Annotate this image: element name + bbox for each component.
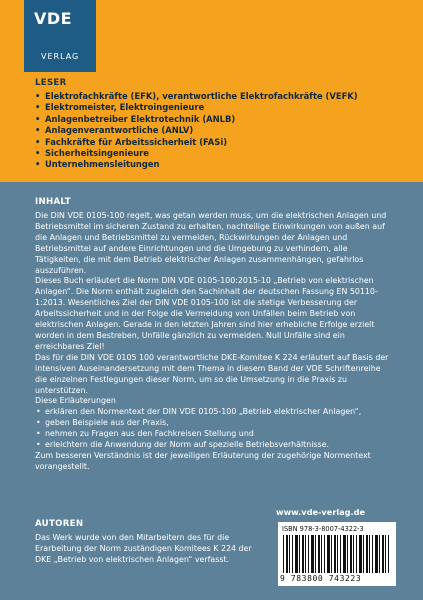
leser-list bbox=[35, 91, 358, 171]
barcode-bars bbox=[283, 535, 391, 573]
readers-section bbox=[0, 0, 423, 182]
leser-heading: LESER bbox=[35, 78, 67, 88]
barcode-box bbox=[278, 522, 396, 586]
inhalt-paragraph: Das für die DIN VDE 0105 100 verantwortliche DKE-Komitee K 224 erläutert auf Basis der intensiven Auseinandersetzung mit dem Thema in diesem Band der VDE Schriftenreihe die einzelnen Festlegungen dieser Norm, um so die Umsetzung in die Praxis zu unterstützen. bbox=[35, 352, 389, 395]
leser-item: • Fachkräfte für Arbeitssicherheit (FASi) bbox=[35, 137, 358, 148]
inhalt-bullet: • erleichtern die Anwendung der Norm auf spezielle Betriebsverhältnisse. bbox=[35, 440, 395, 451]
inhalt-bullet: • nehmen zu Fragen aus den Fachkreisen Stellung und bbox=[35, 429, 395, 440]
autoren-heading: AUTOREN bbox=[35, 519, 84, 529]
autoren-text: Das Werk wurde von den Mitarbeitern des für die Erarbeitung der Norm zuständigen Komitees K 224 der DKE „Betrieb von elektrischen Anlagen“ verfasst. bbox=[35, 533, 252, 564]
leser-item: • Elektrofachkräfte (EFK), verantwortliche Elektrofachkräfte (VEFK) bbox=[35, 91, 358, 102]
inhalt-bullet: • geben Beispiele aus der Praxis, bbox=[35, 418, 395, 429]
isbn-text: ISBN 978-3-8007-4322-3 bbox=[282, 525, 364, 533]
inhalt-bullet: • erklären den Normentext der DIN VDE 0105-100 „Betrieb elektrischer Anlagen“, bbox=[35, 407, 395, 418]
publisher-url[interactable]: www.vde-verlag.de bbox=[276, 507, 366, 517]
inhalt-heading: INHALT bbox=[35, 197, 71, 207]
leser-item: • Unternehmensleitungen bbox=[35, 159, 358, 170]
inhalt-paragraph: Die DIN VDE 0105-100 regelt, was getan werden muss, um die elektrischen Anlagen und Betriebsmittel im sicheren Zustand zu erhalten, nachteilige Einwirkungen von außen auf die Anlagen und Betriebsmittel zu vermeiden, Rückwirkungen der Anlagen und Betriebsmittel auf andere Einrichtungen und die Umgebung zu verhindern, alle Tätigkeiten, die mit dem Betrieb elektrischer Anlagen zusammenhängen, gefahrlos auszuführen. bbox=[35, 211, 387, 275]
leser-item: • Anlagenbetreiber Elektrotechnik (ANLB) bbox=[35, 114, 358, 125]
inhalt-bullets bbox=[35, 407, 395, 451]
inhalt-paragraph: Dieses Buch erläutert die Norm DIN VDE 0105-100:2015-10 „Betrieb von elektrischen Anlagen“. Die Norm enthält zugleich den Sachinhalt der deutschen Fassung EN 50110-1:2013. Wesentliches Ziel der DIN VDE 0105-100 ist die stetige Verbesserung der Arbeitssicherheit und in der Folge die Vermeidung von Unfällen beim Betrieb von elektrischen Anlagen. Gerade in den letzten Jahren sind hier erhebliche Erfolge erzielt worden in dem Bestreben, Unfälle gänzlich zu vermeiden. Null Unfälle sind ein erreichbares Ziel! bbox=[35, 276, 378, 351]
barcode-digits: 9 783800 743223 bbox=[280, 574, 362, 583]
leser-item: • Anlagenverantwortliche (ANLV) bbox=[35, 125, 358, 136]
leser-item: • Sicherheitsingenieure bbox=[35, 148, 358, 159]
inhalt-paragraph: Zum besseren Verständnis ist der jeweiligen Erläuterung der zugehörige Normentext vorangestellt. bbox=[35, 450, 371, 471]
inhalt-body bbox=[35, 211, 395, 473]
inhalt-paragraph: Diese Erläuterungen bbox=[35, 396, 116, 406]
logo-sub: VERLAG bbox=[41, 52, 80, 61]
leser-item: • Elektromeister, Elektroingenieure bbox=[35, 102, 358, 113]
logo-brand: VDE bbox=[34, 9, 73, 28]
vde-verlag-logo bbox=[24, 0, 96, 72]
